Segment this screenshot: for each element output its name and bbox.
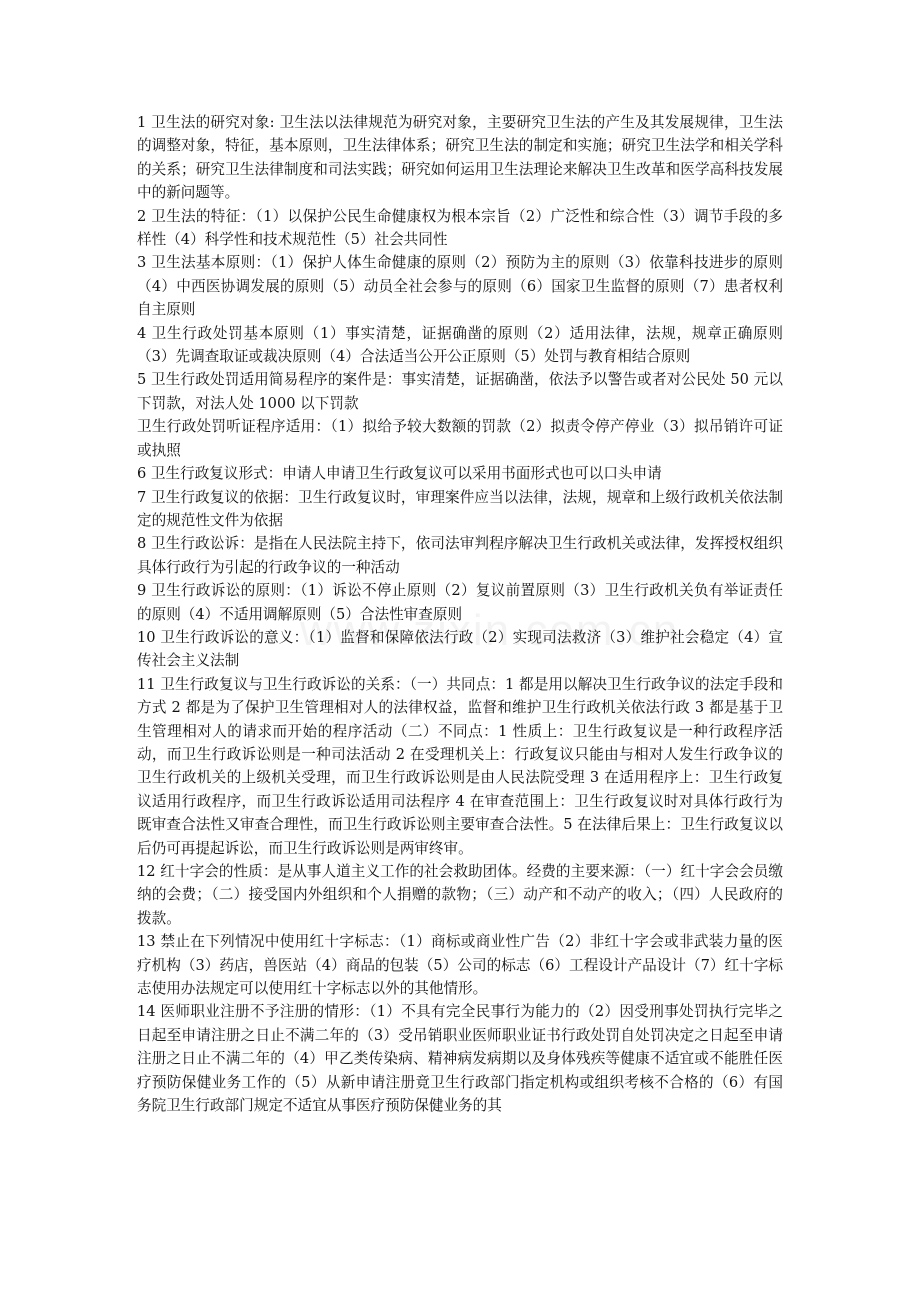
paragraph-5-hearing: 卫生行政处罚听证程序适用：（1）拟给予较大数额的罚款（2）拟责令停产停业（3）拟吊销许可证或执照 [137,418,783,459]
paragraph-14: 14 医师职业注册不予注册的情形：（1）不具有完全民事行为能力的（2）因受刑事处罚执行完毕之日起至申请注册之日止不满二年的（3）受吊销职业医师职业证书行政处罚自处罚决定之日起至申请注册之日止不满二年的（4）甲乙类传染病、精神病发病期以及身体残疾等健康不适宜或不能胜任医疗预防保健业务工作的（5）从新申请注册竟卫生行政部门指定机构或组织考核不合格的（6）有国务院卫生行政部门规定不适宜从事医疗预防保健业务的其 [137,1003,783,1115]
paragraph-7: 7 卫生行政复议的依据：卫生行政复议时，审理案件应当以法律，法规，规章和上级行政机关依法制定的规范性文件为依据 [137,488,783,529]
paragraph-12: 12 红十字会的性质：是从事人道主义工作的社会救助团体。经费的主要来源：（一）红十字会会员缴纳的会费；（二）接受国内外组织和个人捐赠的款物；（三）动产和不动产的收入；（四）人民政府的拨款。 [137,863,783,927]
paragraph-11: 11 卫生行政复议与卫生行政诉讼的关系：（一）共同点：1 都是用以解决卫生行政争议的法定手段和方式 2 都是为了保护卫生管理相对人的法律权益，监督和维护卫生行政机关依法行政 3 都是基于卫生管理相对人的请求而开始的程序活动（二）不同点：1 性质上：卫生行政复议是一种行政程序活动，而卫生行政诉讼则是一种司法活动 2 在受理机关上：行政复议只能由与相对人发生行政争议的卫生行政机关的上级机关受理，而卫生行政诉讼则是由人民法院受理 3 在适用程序上：卫生行政复议适用行政程序，而卫生行政诉讼适用司法程序 4 在审查范围上：卫生行政复议时对具体行政行为既审查合法性又审查合理性，而卫生行政诉讼则主要审查合法性。5 在法律后果上：卫生行政复议以后仍可再提起诉讼，而卫生行政诉讼则是两审终审。 [137,675,783,857]
paragraph-5: 5 卫生行政处罚适用简易程序的案件是：事实清楚，证据确凿，依法予以警告或者对公民处 50 元以下罚款，对法人处 1000 以下罚款 [137,371,783,412]
paragraph-6: 6 卫生行政复议形式：申请人申请卫生行政复议可以采用书面形式也可以口头申请 [137,465,662,483]
paragraph-13: 13 禁止在下列情况中使用红十字标志：（1）商标或商业性广告（2）非红十字会或非武装力量的医疗机构（3）药店，兽医站（4）商品的包装（5）公司的标志（6）工程设计产品设计（7）红十字标志使用办法规定可以使用红十字标志以外的其他情形。 [137,933,783,998]
paragraph-3: 3 卫生法基本原则：（1）保护人体生命健康的原则（2）预防为主的原则（3）依靠科技进步的原则（4）中西医协调发展的原则（5）动员全社会参与的原则（6）国家卫生监督的原则（7）患者权利自主原则 [137,254,783,319]
paragraph-10: 10 卫生行政诉讼的意义：（1）监督和保障依法行政（2）实现司法救济（3）维护社会稳定（4）宣传社会主义法制 [137,628,783,670]
paragraph-9: 9 卫生行政诉讼的原则：（1）诉讼不停止原则（2）复议前置原则（3）卫生行政机关负有举证责任的原则（4）不适用调解原则（5）合法性审查原则 [137,582,783,623]
paragraph-2: 2 卫生法的特征：（1）以保护公民生命健康权为根本宗旨（2）广泛性和综合性（3）调节手段的多样性（4）科学性和技术规范性（5）社会共同性 [137,207,783,249]
paragraph-8: 8 卫生行政讼诉：是指在人民法院主持下，依司法审判程序解决卫生行政机关或法律，发挥授权组织具体行政行为引起的行政争议的一种活动 [137,535,783,576]
document-body [137,111,783,1117]
paragraph-1: 1 卫生法的研究对象: 卫生法以法律规范为研究对象，主要研究卫生法的产生及其发展规律，卫生法的调整对象，特征，基本原则，卫生法律体系；研究卫生法的制定和实施；研究卫生法学和相关学科的关系；研究卫生法律制度和司法实践；研究如何运用卫生法理论来解决卫生改革和医学高科技发展中的新问题等。 [137,114,783,202]
paragraph-4: 4 卫生行政处罚基本原则（1）事实清楚，证据确凿的原则（2）适用法律，法规，规章正确原则（3）先调查取证或裁决原则（4）合法适当公开公正原则（5）处罚与教育相结合原则 [137,324,783,366]
